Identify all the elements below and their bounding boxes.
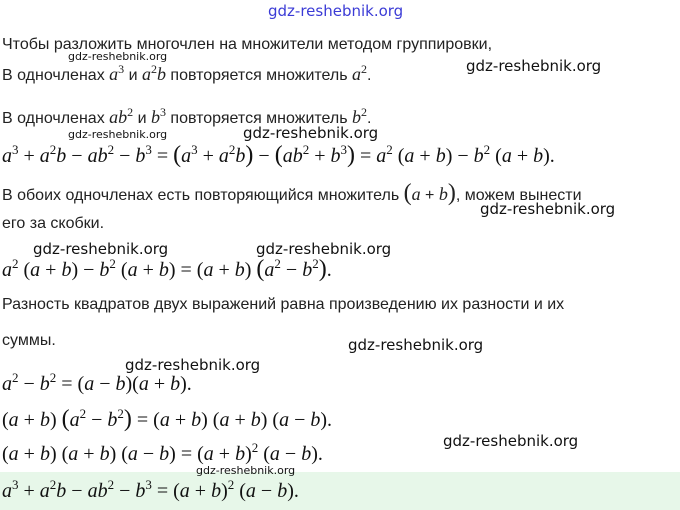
watermark: gdz-reshebnik.org xyxy=(443,432,579,450)
text-fragment: и xyxy=(133,110,151,127)
watermark: gdz-reshebnik.org xyxy=(68,50,168,63)
explanation-line-6: суммы. xyxy=(2,332,56,349)
equation-simplify: (a + b) (a + b) $(a - b) = (a + b)^2$ (a − b). xyxy=(2,440,323,465)
watermark: gdz-reshebnik.org xyxy=(125,356,261,374)
text-fragment: , можем вынести xyxy=(455,187,582,204)
equation-factor-out: $a^2$ $(a + b) - b^2$ (a + b) = (a + b) $(a^2 - b^2)$. xyxy=(2,256,332,282)
watermark: gdz-reshebnik.org xyxy=(196,464,296,477)
watermark: gdz-reshebnik.org xyxy=(466,57,602,75)
equation-grouping: $a^3 + a^2b - ab^2 - b^3 = (a^3 + a^2b) - (ab^2 + b^3) = a^2$ $(a + b) - b^2$ (a + b). xyxy=(2,142,555,168)
text-fragment: повторяется множитель xyxy=(165,67,353,84)
text-fragment: . xyxy=(367,110,372,127)
text-fragment: В обоих одночленах есть повторяющийся множитель xyxy=(2,187,404,204)
text-fragment: . xyxy=(367,67,372,84)
explanation-line-2: В одночленах $ab^2$ и $b^3$ повторяется множитель $b^2$. xyxy=(2,105,372,127)
text-fragment: повторяется множитель xyxy=(165,110,353,127)
text-fragment: и xyxy=(124,67,142,84)
watermark: gdz-reshebnik.org xyxy=(33,240,169,258)
explanation-line-1: В одночленах $a^3$ и $a^2b$ повторяется множитель $a^2$. xyxy=(2,62,372,84)
watermark: gdz-reshebnik.org xyxy=(480,200,616,218)
equation-final-answer: $a^3 + a^2b - ab^2 - b^3 = (a + b)^2$ (a − b). xyxy=(2,477,299,502)
intro-text: Чтобы разложить многочлен на множители методом группировки, xyxy=(2,36,493,53)
explanation-line-4: его за скобки. xyxy=(2,215,105,232)
watermark-top: gdz-reshebnik.org xyxy=(268,2,404,20)
equation-substitution: (a + b) $(a^2 - b^2) = (a + b) (a + b) (a - b)$. xyxy=(2,406,333,432)
watermark: gdz-reshebnik.org xyxy=(68,128,168,141)
explanation-line-3: В обоих одночленах есть повторяющийся множитель (a + b), можем вынести xyxy=(2,180,582,206)
watermark: gdz-reshebnik.org xyxy=(243,124,379,142)
equation-difference-of-squares: $a^2 - b^2 = (a - b)(a + b)$. xyxy=(2,370,192,395)
explanation-line-5: Разность квадратов двух выражений равна произведению их разности и их xyxy=(2,296,565,313)
text-fragment: В одночленах xyxy=(2,67,110,84)
watermark: gdz-reshebnik.org xyxy=(348,336,484,354)
text-fragment: В одночленах xyxy=(2,110,110,127)
watermark: gdz-reshebnik.org xyxy=(256,240,392,258)
